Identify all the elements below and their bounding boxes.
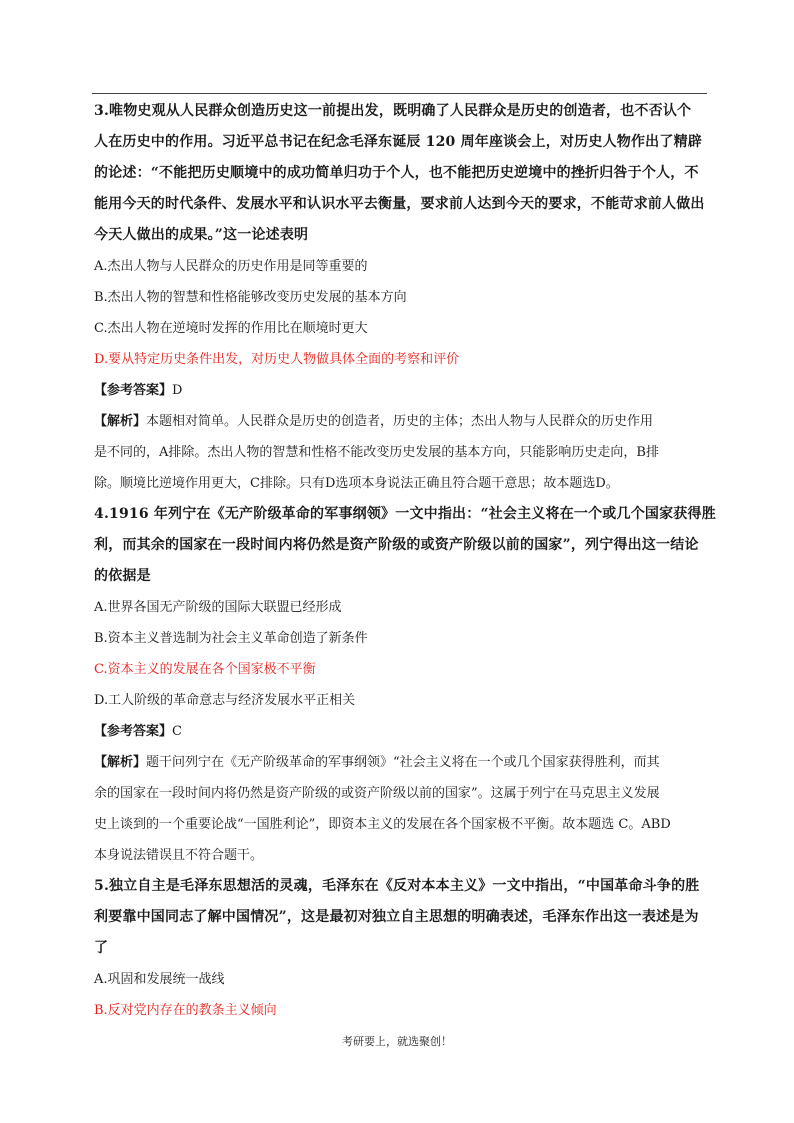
stem-line: 了 xyxy=(94,940,109,956)
option-b: B.杰出人物的智慧和性格能够改变历史发展的基本方向 xyxy=(94,290,407,305)
answer-line xyxy=(94,375,706,406)
question-3 xyxy=(94,96,706,499)
option-b-correct: B.反对党内存在的教条主义倾向 xyxy=(94,1003,277,1018)
stem-line: 3.唯物史观从人民群众创造历史这一前提出发，既明确了人民群众是历史的创造者，也不否认个 xyxy=(94,103,692,119)
explanation-line: 是不同的，A排除。杰出人物的智慧和性格不能改变历史发展的基本方向，只能影响历史走向，B排 xyxy=(94,445,659,460)
stem-line: 人在历史中的作用。习近平总书记在纪念毛泽东诞辰 120 周年座谈会上，对历史人物作出了精辟 xyxy=(94,134,702,150)
explanation-text: 本题相对简单。人民群众是历史的创造者，历史的主体；杰出人物与人民群众的历史作用 xyxy=(146,414,654,429)
answer-line xyxy=(94,716,706,747)
explanation-line: 史上谈到的一个重要论战“一国胜利论”，即资本主义的发展在各个国家极不平衡。故本题选 C。ABD xyxy=(94,817,671,832)
answer-value: C xyxy=(172,724,182,739)
explanation-line: 本身说法错误且不符合题干。 xyxy=(94,848,264,863)
stem-line: 能用今天的时代条件、发展水平和认识水平去衡量，要求前人达到今天的要求，不能苛求前人做出 xyxy=(94,196,705,212)
explanation-text: 题干问列宁在《无产阶级革命的军事纲领》“社会主义将在一个或几个国家获得胜利，而其 xyxy=(146,755,660,770)
stem-line: 4.1916 年列宁在《无产阶级革命的军事纲领》一文中指出：“社会主义将在一个或几个国家获得胜 xyxy=(94,506,716,522)
option-d: D.工人阶级的革命意志与经济发展水平正相关 xyxy=(94,693,356,708)
stem-line: 利要靠中国同志了解中国情况”，这是最初对独立自主思想的明确表述，毛泽东作出这一表述是为 xyxy=(94,909,699,925)
stem-line: 今天人做出的成果。”这一论述表明 xyxy=(94,227,309,243)
page-footer: 考研要上，就选聚创！ xyxy=(342,1035,452,1048)
stem-line: 利，而其余的国家在一段时间内将仍然是资产阶级的或资产阶级以前的国家”，列宁得出这一结论 xyxy=(94,537,699,553)
page-content xyxy=(94,96,716,1026)
option-a: A.巩固和发展统一战线 xyxy=(94,972,225,987)
explain-tag: 【解析】 xyxy=(94,755,147,770)
stem-line: 5.独立自主是毛泽东思想活的灵魂，毛泽东在《反对本本主义》一文中指出，“中国革命斗争的胜 xyxy=(94,878,700,894)
stem-line: 的依据是 xyxy=(94,568,151,584)
question-3-stem xyxy=(94,96,706,251)
question-5-stem xyxy=(94,871,706,964)
explanation-line: 除。顺境比逆境作用更大，C排除。只有D选项本身说法正确且符合题干意思；故本题选D。 xyxy=(94,476,619,491)
explanation xyxy=(94,747,706,871)
explanation-line: 余的国家在一段时间内将仍然是资产阶级的或资产阶级以前的国家”。这属于列宁在马克思主义发展 xyxy=(94,786,660,801)
explanation xyxy=(94,406,706,499)
option-c: C.杰出人物在逆境时发挥的作用比在顺境时更大 xyxy=(94,321,368,336)
explain-tag: 【解析】 xyxy=(94,414,147,429)
question-4-stem xyxy=(94,499,716,592)
option-a: A.杰出人物与人民群众的历史作用是同等重要的 xyxy=(94,259,368,274)
answer-value: D xyxy=(172,383,183,398)
option-c-correct: C.资本主义的发展在各个国家极不平衡 xyxy=(94,662,316,677)
question-5 xyxy=(94,871,706,1026)
stem-line: 的论述：“不能把历史顺境中的成功简单归功于个人，也不能把历史逆境中的挫折归咎于个人，不 xyxy=(94,165,699,181)
option-b: B.资本主义普选制为社会主义革命创造了新条件 xyxy=(94,631,368,646)
option-d-correct: D.要从特定历史条件出发，对历史人物做具体全面的考察和评价 xyxy=(94,352,460,367)
option-a: A.世界各国无产阶级的国际大联盟已经形成 xyxy=(94,600,342,615)
question-4 xyxy=(94,499,716,871)
explanation-line xyxy=(94,406,706,437)
explanation-line xyxy=(94,747,706,778)
header-rule xyxy=(92,93,707,94)
answer-tag: 【参考答案】 xyxy=(94,383,173,398)
answer-tag: 【参考答案】 xyxy=(94,724,173,739)
